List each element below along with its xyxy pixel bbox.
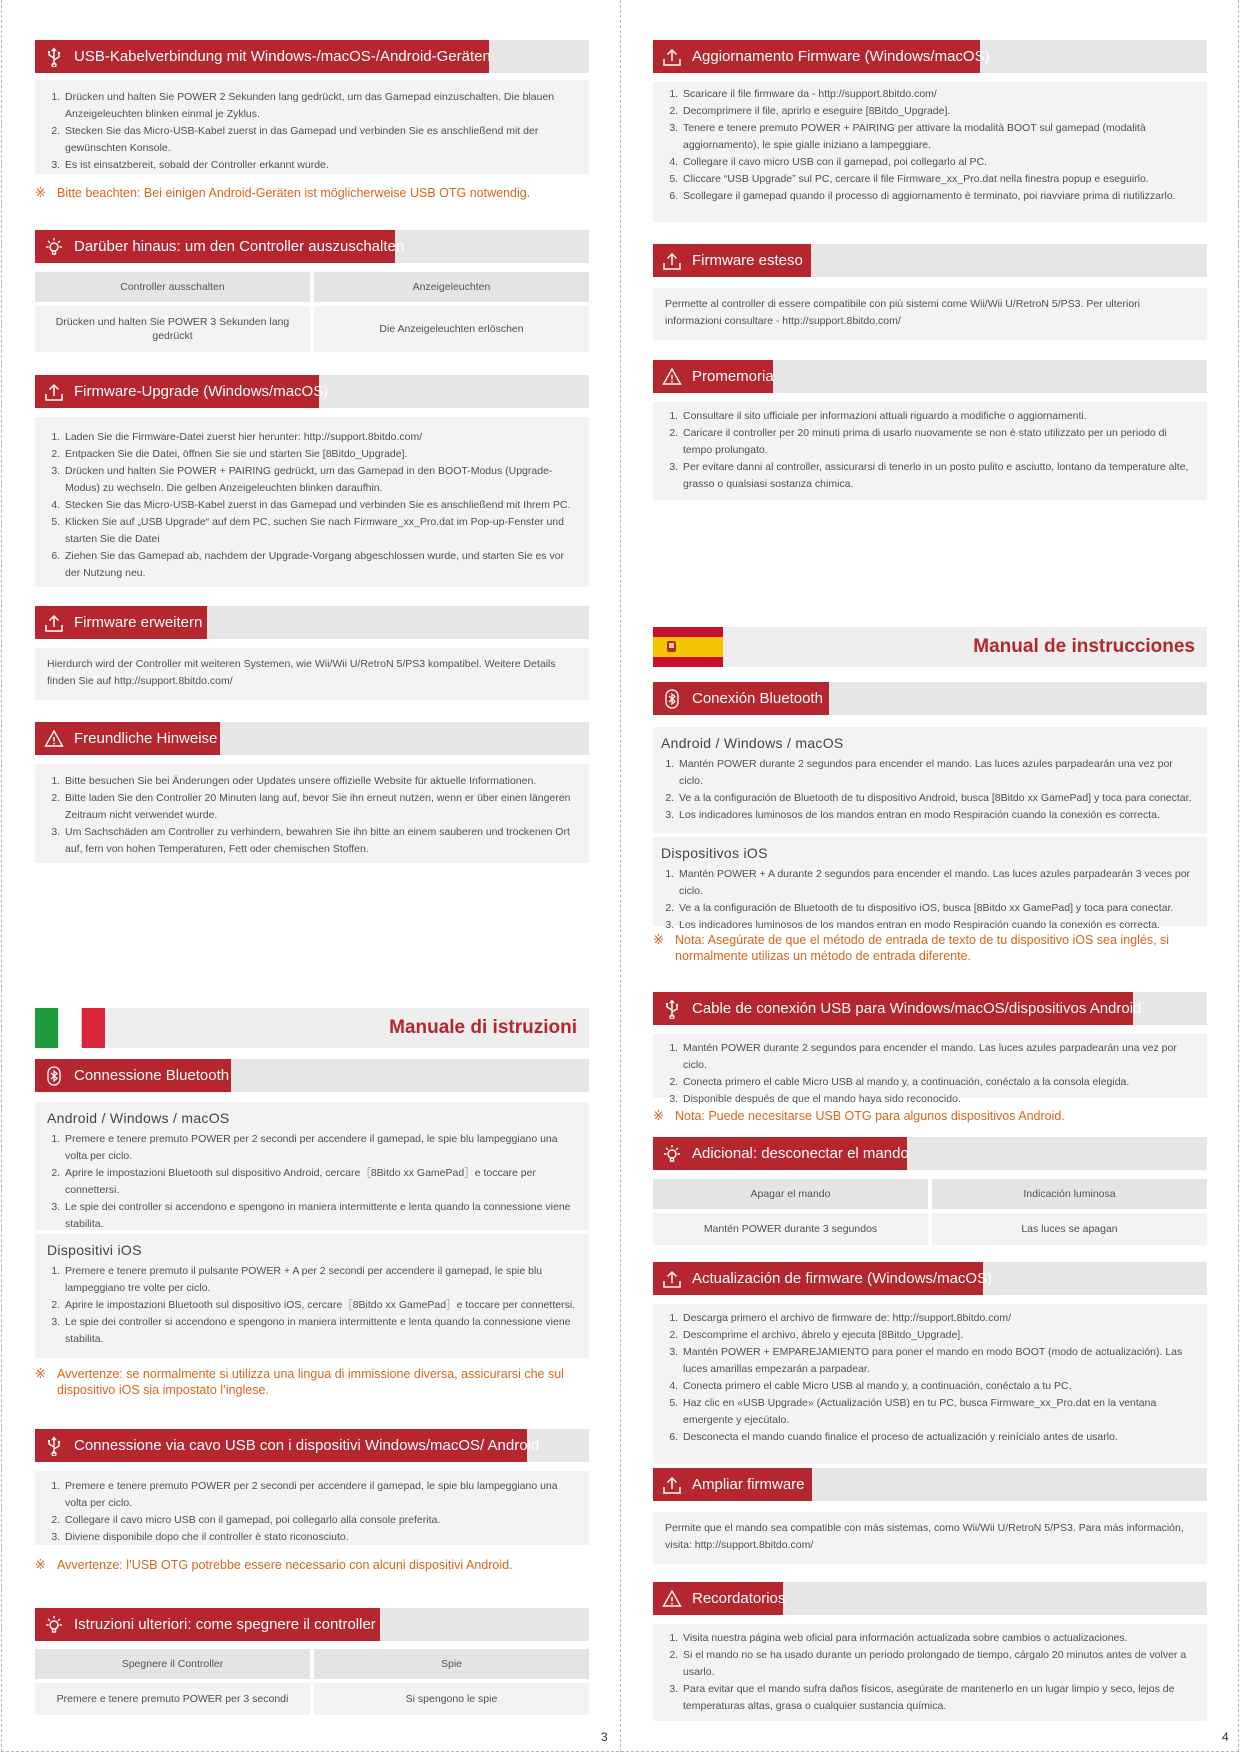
list-item: 5. Haz clic en «USB Upgrade» (Actualización USB) en tu PC, busca Firmware_xx_Pro.dat en la ventana emergente y ejecútalo. <box>681 1395 1195 1429</box>
table-cell: Las luces se apagan <box>932 1213 1207 1245</box>
instruction-list <box>665 1310 1195 1446</box>
list-item: 3. Es ist einsatzbereit, sobald der Controller erkannt wurde. <box>63 157 577 174</box>
list-item: 2. Caricare il controller per 20 minuti prima di usarlo nuovamente se non è stato utilizzato per un periodo di tempo prolungato. <box>681 425 1195 459</box>
list-item: 2. Bitte laden Sie den Controller 20 Minuten lang auf, bevor Sie ihn erneut nutzen, wenn er über einen längeren Zeitraum nicht verwendet wurde. <box>63 790 577 824</box>
content-panel <box>35 648 589 700</box>
section-title: Freundliche Hinweise <box>74 730 218 747</box>
section-tag <box>35 230 405 263</box>
content-panel <box>35 1234 589 1358</box>
instruction-list <box>665 1040 1195 1108</box>
usb-icon <box>662 999 682 1019</box>
note-text: Avvertenze: se normalmente si utilizza una lingua di immissione diversa, assicurarsi che sul dispositivo iOS sia impostato l’inglese. <box>57 1367 564 1397</box>
content-panel <box>653 1034 1207 1105</box>
warning-icon <box>44 729 64 749</box>
section-title: Firmware esteso <box>692 252 803 269</box>
table-cell: Die Anzeigeleuchten erlöschen <box>314 306 589 352</box>
list-item: 1. Consultare il sito ufficiale per informazioni attuali riguardo a modifiche o aggiornamenti. <box>681 408 1195 425</box>
platform-subheading: Android / Windows / macOS <box>47 1110 230 1126</box>
list-item: 1. Mantén POWER durante 2 segundos para encender el mando. Las luces azules parpadearán una vez por ciclo. <box>677 756 1195 790</box>
table-header: Controller ausschalten <box>35 272 310 302</box>
section-title: Connessione via cavo USB con i dispositivi Windows/macOS/ Android <box>74 1437 540 1454</box>
asterisk-icon: ※ <box>35 185 46 200</box>
es-off-section <box>653 1137 1207 1245</box>
list-item: 3. Los indicadores luminosos de los mandos entran en modo Respiración cuando la conexión es correcta. <box>677 917 1195 934</box>
list-item: 2. Ve a la configuración de Bluetooth de tu dispositivo iOS, busca [8Bitdo xx GamePad] y toca para conectar. <box>677 900 1195 917</box>
manual-title: Manual de instrucciones <box>973 636 1195 657</box>
note <box>35 1366 589 1398</box>
content-panel <box>653 402 1207 500</box>
list-item: 2. Aprire le impostazioni Bluetooth sul dispositivo Android, cercare［8Bitdo xx GamePad］e toccare per connettersi. <box>63 1165 577 1199</box>
page-number-left: 3 <box>601 1730 608 1744</box>
section-title: Recordatorios <box>692 1590 786 1607</box>
list-item: 6. Desconecta el mando cuando finalice el proceso de actualización y reinícialo antes de usarlo. <box>681 1429 1195 1446</box>
upload-icon <box>662 251 682 271</box>
section-header <box>653 40 1207 73</box>
section-title: Firmware erweitern <box>74 614 203 631</box>
it-tips-section <box>653 360 1207 500</box>
es-tips-section <box>653 1582 1207 1721</box>
section-header <box>35 1608 589 1641</box>
info-table <box>653 1179 1207 1245</box>
upload-icon <box>662 47 682 67</box>
table-header: Indicación luminosa <box>932 1179 1207 1209</box>
section-title: Adicional: desconectar el mando <box>692 1145 909 1162</box>
list-item: 2. Ve a la configuración de Bluetooth de tu dispositivo Android, busca [8Bitdo xx GamePad] y toca para conectar. <box>677 790 1195 807</box>
list-item: 3. Para evitar que el mando sufra daños físicos, asegúrate de mantenerlo en un lugar limpio y seco, lejos de temperaturas altas, grasa o cualquier sustancia química. <box>681 1681 1195 1715</box>
list-item: 1. Premere e tenere premuto il pulsante POWER + A per 2 secondi per accendere il gamepad, le spie blu lampeggiano tre volte per ciclo. <box>63 1263 577 1297</box>
table-header: Spie <box>314 1649 589 1679</box>
section-tag <box>35 1059 231 1092</box>
section-title: Istruzioni ulteriori: come spegnere il controller <box>74 1616 376 1633</box>
paragraph: Permite que el mando sea compatible con más sistemas, como Wii/Wii U/RetroN 5/PS3. Para más información, visita: http://support.8bitdo.com/ <box>665 1522 1184 1551</box>
table-header: Anzeigeleuchten <box>314 272 589 302</box>
de-off-section <box>35 230 589 352</box>
section-tag <box>35 606 207 639</box>
it-usb-section <box>35 1429 589 1573</box>
list-item: 3. Drücken und halten Sie POWER + PAIRING gedrückt, um das Gamepad in den BOOT-Modus (Upgrade-Modus) zu wechseln. Die gelben Anzeigeleuchten blinken daraufhin. <box>63 463 577 497</box>
section-header <box>653 1468 1207 1501</box>
list-item: 2. Decomprimere il file, aprirlo e eseguire [8Bitdo_Upgrade]. <box>681 103 1195 120</box>
asterisk-icon: ※ <box>35 1366 46 1381</box>
content-panel <box>653 727 1207 833</box>
table-cell: Drücken und halten Sie POWER 3 Sekunden lang gedrückt <box>35 306 310 352</box>
note <box>35 185 589 201</box>
instruction-list <box>661 866 1195 934</box>
list-item: 3. Le spie dei controller si accendono e spengono in maniera intermittente e lenta quando la connessione viene stabilita. <box>63 1314 577 1348</box>
section-tag <box>653 1468 812 1501</box>
upload-icon <box>44 382 64 402</box>
note-text: Nota: Asegúrate de que el método de entrada de texto de tu dispositivo iOS sea inglés, si normalmente utilizas un método de entrada diferente. <box>675 933 1170 963</box>
list-item: 2. Aprire le impostazioni Bluetooth sul dispositivo iOS, cercare［8Bitdo xx GamePad］e toccare per connettersi. <box>63 1297 577 1314</box>
content-panel <box>35 80 589 174</box>
section-tag <box>35 375 329 408</box>
note <box>653 932 1207 964</box>
list-item: 3. Los indicadores luminosos de los mandos entran en modo Respiración cuando la conexión es correcta. <box>677 807 1195 824</box>
note <box>35 1557 589 1573</box>
instruction-list <box>47 773 577 858</box>
list-item: 1. Premere e tenere premuto POWER per 2 secondi per accendere il gamepad, le spie blu lampeggiano una volta per ciclo. <box>63 1131 577 1165</box>
content-panel <box>653 288 1207 340</box>
content-panel <box>653 1512 1207 1564</box>
instruction-list <box>661 756 1195 824</box>
section-tag <box>35 722 220 755</box>
section-tag <box>35 1608 380 1641</box>
list-item: 6. Scollegare il gamepad quando il processo di aggiornamento è terminato, poi riavviare prima di riutilizzarlo. <box>681 188 1195 205</box>
asterisk-icon: ※ <box>653 932 664 947</box>
page-number-right: 4 <box>1222 1730 1229 1744</box>
section-header <box>35 375 589 408</box>
upload-icon <box>44 613 64 633</box>
italy-flag-icon <box>35 1008 105 1048</box>
it-firmware-extend-section <box>653 244 1207 340</box>
instruction-list <box>47 1131 577 1233</box>
es-firmware-extend-section <box>653 1468 1207 1564</box>
usb-icon <box>44 1436 64 1456</box>
table-header: Apagar el mando <box>653 1179 928 1209</box>
spanish-language-banner <box>653 627 1207 667</box>
instruction-list <box>47 1478 577 1546</box>
section-tag <box>653 1582 786 1615</box>
section-title: Conexión Bluetooth <box>692 690 823 707</box>
instruction-list <box>47 429 577 582</box>
section-header <box>35 230 589 263</box>
list-item: 3. Per evitare danni al controller, assicurarsi di tenerlo in un posto pulito e asciutto, lontano da temperature alte, grasso o qualsiasi sostanza chimica. <box>681 459 1195 493</box>
section-title: Cable de conexión USB para Windows/macOS/dispositivos Android <box>692 1000 1142 1017</box>
asterisk-icon: ※ <box>653 1108 664 1123</box>
bluetooth-icon <box>44 1066 64 1086</box>
list-item: 3. Diviene disponibile dopo che il controller è stato riconosciuto. <box>63 1529 577 1546</box>
list-item: 4. Stecken Sie das Micro-USB-Kabel zuerst in das Gamepad und verbinden Sie es anschließend mit Ihrem PC. <box>63 497 577 514</box>
warning-icon <box>662 1589 682 1609</box>
info-table <box>35 272 589 352</box>
it-off-section <box>35 1608 589 1715</box>
section-tag <box>653 992 1142 1025</box>
list-item: 1. Drücken und halten Sie POWER 2 Sekunden lang gedrückt, um das Gamepad einzuschalten. Die blauen Anzeigeleuchten blinken einmal je Zyklus. <box>63 89 577 123</box>
list-item: 2. Si el mando no se ha usado durante un periodo prolongado de tiempo, cárgalo 20 minutos antes de volver a usarlo. <box>681 1647 1195 1681</box>
section-tag <box>653 1262 993 1295</box>
it-firmware-section <box>653 40 1207 222</box>
content-panel <box>653 82 1207 222</box>
section-header <box>35 606 589 639</box>
list-item: 6. Ziehen Sie das Gamepad ab, nachdem der Upgrade-Vorgang abgeschlossen wurde, und starten Sie es vor der Nutzung neu. <box>63 548 577 582</box>
spain-flag-icon <box>653 627 723 667</box>
note-text: Bitte beachten: Bei einigen Android-Geräten ist möglicherweise USB OTG notwendig. <box>57 186 531 200</box>
list-item: 1. Mantén POWER durante 2 segundos para encender el mando. Las luces azules parpadearán una vez por ciclo. <box>681 1040 1195 1074</box>
list-item: 1. Laden Sie die Firmware-Datei zuerst hier herunter: http://support.8bitdo.com/ <box>63 429 577 446</box>
section-tag <box>653 40 990 73</box>
table-header: Spegnere il Controller <box>35 1649 310 1679</box>
platform-subheading: Android / Windows / macOS <box>661 735 844 751</box>
section-title: Connessione Bluetooth <box>74 1067 230 1084</box>
it-bluetooth-section <box>35 1059 589 1398</box>
content-panel <box>35 417 589 587</box>
bluetooth-icon <box>662 689 682 709</box>
section-title: Promemoria <box>692 368 774 385</box>
list-item: 5. Cliccare “USB Upgrade” sul PC, cercare il file Firmware_xx_Pro.dat nella finestra popup e eseguirlo. <box>681 171 1195 188</box>
section-tag <box>653 1137 907 1170</box>
manual-title: Manuale di istruzioni <box>389 1017 577 1038</box>
section-tag <box>653 360 773 393</box>
lightbulb-icon <box>44 1615 64 1635</box>
section-header <box>35 722 589 755</box>
list-item: 2. Descomprime el archivo, ábrelo y ejecuta [8Bitdo_Upgrade]. <box>681 1327 1195 1344</box>
content-panel <box>653 1304 1207 1464</box>
center-fold-line <box>620 0 621 1752</box>
section-title: Darüber hinaus: um den Controller auszuschalten <box>74 238 405 255</box>
section-header <box>653 992 1207 1025</box>
list-item: 1. Bitte besuchen Sie bei Änderungen oder Updates unsere offizielle Website für aktuelle Informationen. <box>63 773 577 790</box>
paragraph: Hierdurch wird der Controller mit weiteren Systemen, wie Wii/Wii U/RetroN 5/PS3 kompatibel. Weitere Details finden Sie auf http://support.8bitdo.com/ <box>47 658 556 687</box>
table-cell: Premere e tenere premuto POWER per 3 secondi <box>35 1683 310 1715</box>
content-panel <box>653 1624 1207 1721</box>
lightbulb-icon <box>662 1144 682 1164</box>
list-item: 3. Mantén POWER + EMPAREJAMIENTO para poner el mando en modo BOOT (modo de actualización). Las luces amarillas empezarán a parpadear. <box>681 1344 1195 1378</box>
list-item: 1. Mantén POWER + A durante 2 segundos para encender el mando. Las luces azules parpadearán 3 veces por ciclo. <box>677 866 1195 900</box>
list-item: 4. Conecta primero el cable Micro USB al mando y, a continuación, conéctalo a tu PC. <box>681 1378 1195 1395</box>
section-title: Ampliar firmware <box>692 1476 805 1493</box>
instruction-list <box>47 89 577 174</box>
list-item: 1. Premere e tenere premuto POWER per 2 secondi per accendere il gamepad, le spie blu lampeggiano una volta per ciclo. <box>63 1478 577 1512</box>
de-firmware-section <box>35 375 589 587</box>
section-header <box>35 40 589 73</box>
section-header <box>653 360 1207 393</box>
upload-icon <box>662 1269 682 1289</box>
section-tag <box>35 1429 540 1462</box>
section-header <box>35 1429 589 1462</box>
section-title: USB-Kabelverbindung mit Windows-/macOS-/Android-Geräten <box>74 48 491 65</box>
section-header <box>35 1059 589 1092</box>
section-title: Aggiornamento Firmware (Windows/macOS) <box>692 48 990 65</box>
paragraph: Permette al controller di essere compatibile con più sistemi come Wii/Wii U/RetroN 5/PS3. Per ulteriori informazioni consultare - http://support.8bitdo.com/ <box>665 298 1140 327</box>
table-cell: Mantén POWER durante 3 segundos <box>653 1213 928 1245</box>
list-item: 5. Klicken Sie auf „USB Upgrade“ auf dem PC, suchen Sie nach Firmware_xx_Pro.dat im Pop-up-Fenster und starten Sie die Datei <box>63 514 577 548</box>
section-header <box>653 682 1207 715</box>
list-item: 1. Scaricare il file firmware da - http://support.8bitdo.com/ <box>681 86 1195 103</box>
instruction-list <box>665 86 1195 205</box>
instruction-list <box>665 408 1195 493</box>
section-header <box>653 244 1207 277</box>
list-item: 3. Le spie dei controller si accendono e spengono in maniera intermittente e lenta quando la connessione viene stabilita. <box>63 1199 577 1233</box>
section-tag <box>653 682 829 715</box>
list-item: 2. Stecken Sie das Micro-USB-Kabel zuerst in das Gamepad und verbinden Sie es anschließend mit der gewünschten Konsole. <box>63 123 577 157</box>
section-title: Actualización de firmware (Windows/macOS) <box>692 1270 993 1287</box>
de-firmware-extend-section <box>35 606 589 700</box>
de-tips-section <box>35 722 589 863</box>
note-text: Nota: Puede necesitarse USB OTG para algunos dispositivos Android. <box>675 1109 1065 1123</box>
list-item: 3. Um Sachschäden am Controller zu verhindern, bewahren Sie ihn bitte an einem sauberen und trockenen Ort auf, fern von hohen Temperaturen, Fett oder chemischen Stoffen. <box>63 824 577 858</box>
de-usb-section <box>35 40 589 201</box>
content-panel <box>35 1471 589 1545</box>
platform-subheading: Dispositivos iOS <box>661 845 768 861</box>
list-item: 3. Disponible después de que el mando haya sido reconocido. <box>681 1091 1195 1108</box>
info-table <box>35 1649 589 1715</box>
instruction-list <box>47 1263 577 1348</box>
section-title: Firmware-Upgrade (Windows/macOS) <box>74 383 329 400</box>
section-tag <box>653 244 811 277</box>
list-item: 2. Collegare il cavo micro USB con il gamepad, poi collegarlo alla console preferita. <box>63 1512 577 1529</box>
lightbulb-icon <box>44 237 64 257</box>
asterisk-icon: ※ <box>35 1557 46 1572</box>
usb-icon <box>44 47 64 67</box>
list-item: 3. Tenere e tenere premuto POWER + PAIRING per attivare la modalità BOOT sul gamepad (modalità aggiornamento), le spie gialle iniziano a lampeggiare. <box>681 120 1195 154</box>
list-item: 1. Visita nuestra página web oficial para información actualizada sobre cambios o actualizaciones. <box>681 1630 1195 1647</box>
section-header <box>653 1582 1207 1615</box>
note <box>653 1108 1207 1124</box>
warning-icon <box>662 367 682 387</box>
list-item: 2. Entpacken Sie die Datei, öffnen Sie sie und starten Sie [8Bitdo_Upgrade]. <box>63 446 577 463</box>
section-tag <box>35 40 489 73</box>
content-panel <box>35 764 589 863</box>
upload-icon <box>662 1475 682 1495</box>
list-item: 1. Descarga primero el archivo de firmware de: http://support.8bitdo.com/ <box>681 1310 1195 1327</box>
note-text: Avvertenze: l’USB OTG potrebbe essere necessario con alcuni dispositivi Android. <box>57 1558 513 1572</box>
es-usb-section <box>653 992 1207 1124</box>
section-header <box>653 1262 1207 1295</box>
section-header <box>653 1137 1207 1170</box>
es-bluetooth-section <box>653 682 1207 964</box>
list-item: 2. Conecta primero el cable Micro USB al mando y, a continuación, conéctalo a la consola elegida. <box>681 1074 1195 1091</box>
es-firmware-section <box>653 1262 1207 1464</box>
italian-language-banner <box>35 1008 589 1048</box>
content-panel <box>35 1102 589 1230</box>
table-cell: Si spengono le spie <box>314 1683 589 1715</box>
platform-subheading: Dispositivi iOS <box>47 1242 142 1258</box>
instruction-list <box>665 1630 1195 1715</box>
content-panel <box>653 837 1207 931</box>
list-item: 4. Collegare il cavo micro USB con il gamepad, poi collegarlo al PC. <box>681 154 1195 171</box>
